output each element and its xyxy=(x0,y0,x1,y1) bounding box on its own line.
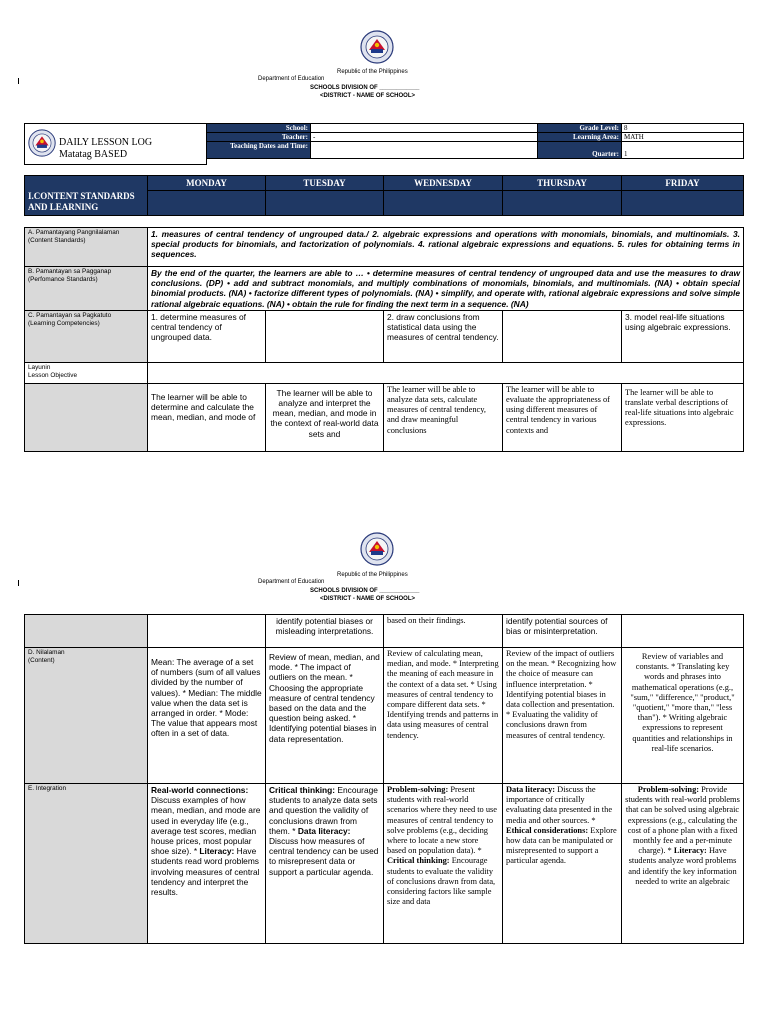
department-text: Department of Education xyxy=(258,76,325,82)
teacher-field[interactable]: - xyxy=(311,133,538,142)
republic-text: Republic of the Philippines xyxy=(337,572,408,578)
integration-thursday: Data literacy: Discuss the importance of critically evaluating data presented in the media and other sources. * Ethical considerations: Explore how data can be manipulated or misrepresented to support a particular agenda. xyxy=(503,784,622,944)
content-thursday: Review of the impact of outliers on the mean. * Recognizing how the choice of measure can influence interpretation. * Identifying potential biases in data collection and presentation. * Evaluating the validity of conclusions drawn from measures of central tendency. xyxy=(503,648,622,784)
margin-mark xyxy=(18,580,19,586)
continued-side-cell xyxy=(25,615,148,648)
content-standards-label: A. Pamantayang Pangnilalaman (Content Standards) xyxy=(25,228,148,267)
table-row xyxy=(25,228,744,267)
wednesday-header: WEDNESDAY xyxy=(384,176,503,191)
content-monday: Mean: The average of a set of numbers (sum of all values divided by the number of values). * Median: The middle value when the data set is arranged in order. * Mode: The value that appears most often in a set of data. xyxy=(148,648,266,784)
continued-monday xyxy=(148,615,266,648)
content-standards-heading: I.CONTENT STANDARDS AND LEARNING xyxy=(25,176,148,216)
content-label: D. Nilalaman (Content) xyxy=(25,648,148,784)
objective-friday: The learner will be able to translate verbal descriptions of real-life situations into algebraic expressions. xyxy=(622,383,744,451)
objective-tuesday: The learner will be able to analyze and interpret the mean, median, and mode in the context of real-world data sets and xyxy=(266,383,384,451)
wednesday-cell xyxy=(384,191,503,216)
objective-thursday: The learner will be able to evaluate the appropriateness of using different measures of central tendency in various contexts and xyxy=(503,383,622,451)
content-standards-text: 1. measures of central tendency of ungrouped data./ 2. algebraic expressions and operations with monomials, binomials, and multinomials. 3. special products for binomials, and factorization of polynomials. 4. rational algebraic expressions and equations. 5. rules for obtaining terms in sequences. xyxy=(148,228,744,267)
table-row xyxy=(25,383,744,451)
weekday-header-table xyxy=(24,175,744,216)
learning-area-field[interactable]: MATH xyxy=(622,133,744,142)
continued-friday xyxy=(622,615,744,648)
teaching-dates-label: Teaching Dates and Time: xyxy=(207,142,311,159)
friday-cell xyxy=(622,191,744,216)
learning-area-label: Learning Area: xyxy=(538,133,622,142)
quarter-field[interactable]: 1 xyxy=(622,142,744,159)
objective-monday: The learner will be able to determine and calculate the mean, median, and mode of xyxy=(148,383,266,451)
competency-monday: 1. determine measures of central tendency of ungrouped data. xyxy=(148,310,266,362)
performance-standards-text: By the end of the quarter, the learners are able to … • determine measures of central tendency of ungrouped data and use the measures to draw conclusions. (DP) • add and subtract monomials, and multiply combinations of monomials, binomials, and multinomials. (NA) • obtain special binomial products. (NA) • factorize different types of polynomials. (NA) • simplify, and operate with, rational algebraic expressions and solve simple rational algebraic equations. (NA) • obtain the rule for finding the next term in a sequence. (NA) xyxy=(148,267,744,311)
dll-subtitle: Matatag BASED xyxy=(59,149,128,160)
content-wednesday: Review of calculating mean, median, and mode. * Interpreting the meaning of each measure in the context of a data set. * Using measures of central tendency to compare different data sets. * Identifying trends and patterns in data using measures of central tendency. xyxy=(384,648,503,784)
objective-wednesday: The learner will be able to analyze data sets, calculate measures of central tendency, and draw meaningful conclusions xyxy=(384,383,503,451)
continued-tuesday: identify potential biases or misleading interpretations. xyxy=(266,615,384,648)
lesson-objective-label: Layunin Lesson Objective xyxy=(25,362,148,383)
objective-side-cell xyxy=(25,383,148,451)
table-row xyxy=(25,310,744,362)
division-text: SCHOOLS DIVISION OF ____________ xyxy=(310,588,420,594)
school-info-table xyxy=(206,123,744,159)
table-row xyxy=(25,362,744,383)
tuesday-cell xyxy=(266,191,384,216)
teacher-label: Teacher: xyxy=(207,133,311,142)
competency-wednesday: 2. draw conclusions from statistical data using the measures of central tendency. xyxy=(384,310,503,362)
competency-thursday xyxy=(503,310,622,362)
deped-seal-logo xyxy=(360,532,394,566)
thursday-cell xyxy=(503,191,622,216)
integration-monday: Real-world connections: Discuss examples of how mean, median, and mode are used in everyday life (e.g., average test scores, median house prices, most popular shoe size). * Literacy: Have students read word problems involving measures of central tendency and interpret the results. xyxy=(148,784,266,944)
competency-friday: 3. model real-life situations using algebraic expressions. xyxy=(622,310,744,362)
performance-standards-label: B. Pamantayan sa Pagganap (Perfomance Standards) xyxy=(25,267,148,311)
district-text: <DISTRICT - NAME OF SCHOOL> xyxy=(320,93,416,99)
integration-wednesday: Problem-solving: Present students with real-world scenarios where they need to use measures of central tendency to solve problems (e.g., deciding where to locate a new store based on population data). * Critical thinking: Encourage students to evaluate the validity of conclusions drawn from data, considering factors like sample size and data xyxy=(384,784,503,944)
dll-title: DAILY LESSON LOG xyxy=(59,137,153,148)
school-field[interactable] xyxy=(311,124,538,133)
republic-text: Republic of the Philippines xyxy=(337,69,408,75)
competency-tuesday xyxy=(266,310,384,362)
teaching-dates-field[interactable] xyxy=(311,142,538,159)
school-label: School: xyxy=(207,124,311,133)
learning-competencies-label: C. Pamantayan sa Pagkatuto (Learning Competencies) xyxy=(25,310,148,362)
department-text: Department of Education xyxy=(258,579,325,585)
margin-mark xyxy=(18,78,19,84)
content-friday: Review of variables and constants. * Translating key words and phrases into mathematical operations (e.g., "sum," "difference," "product," "quotient," "more than," "less than"). * Writing algebraic expressions to represent quantities and relationships in real-life scenarios. xyxy=(622,648,744,784)
thursday-header: THURSDAY xyxy=(503,176,622,191)
deped-seal-logo xyxy=(360,30,394,64)
lesson-objective-blank xyxy=(148,362,744,383)
integration-tuesday: Critical thinking: Encourage students to analyze data sets and question the validity of conclusions drawn from them. * Data literacy: Discuss how measures of central tendency can be used to misrepresent data or support a particular agenda. xyxy=(266,784,384,944)
tuesday-header: TUESDAY xyxy=(266,176,384,191)
table-row xyxy=(25,648,744,784)
table-row xyxy=(25,267,744,311)
grade-level-field[interactable]: 8 xyxy=(622,124,744,133)
content-tuesday: Review of mean, median, and mode. * The impact of outliers on the mean. * Choosing the appropriate measure of central tendency based on the data and the question being asked. * Identifying potential biases in data representation. xyxy=(266,648,384,784)
friday-header: FRIDAY xyxy=(622,176,744,191)
division-text: SCHOOLS DIVISION OF ____________ xyxy=(310,85,420,91)
district-text: <DISTRICT - NAME OF SCHOOL> xyxy=(320,596,416,602)
continued-thursday: identify potential sources of bias or misinterpretation. xyxy=(503,615,622,648)
table-row xyxy=(25,615,744,648)
deped-seal-logo xyxy=(28,129,56,157)
continued-wednesday: based on their findings. xyxy=(384,615,503,648)
dll-title-box xyxy=(24,123,207,165)
lesson-log-table-page1 xyxy=(24,227,744,452)
lesson-log-table-page2 xyxy=(24,614,744,944)
integration-label: E. Integration xyxy=(25,784,148,944)
integration-friday: Problem-solving: Provide students with real-world problems that can be solved using algebraic expressions (e.g., calculating the cost of a phone plan with a fixed monthly fee and a per-minute charge). * Literacy: Have students analyze word problems and identify the key information needed to write an algebraic xyxy=(622,784,744,944)
monday-cell xyxy=(148,191,266,216)
quarter-label: Quarter: xyxy=(538,142,622,159)
monday-header: MONDAY xyxy=(148,176,266,191)
table-row xyxy=(25,784,744,944)
grade-level-label: Grade Level: xyxy=(538,124,622,133)
